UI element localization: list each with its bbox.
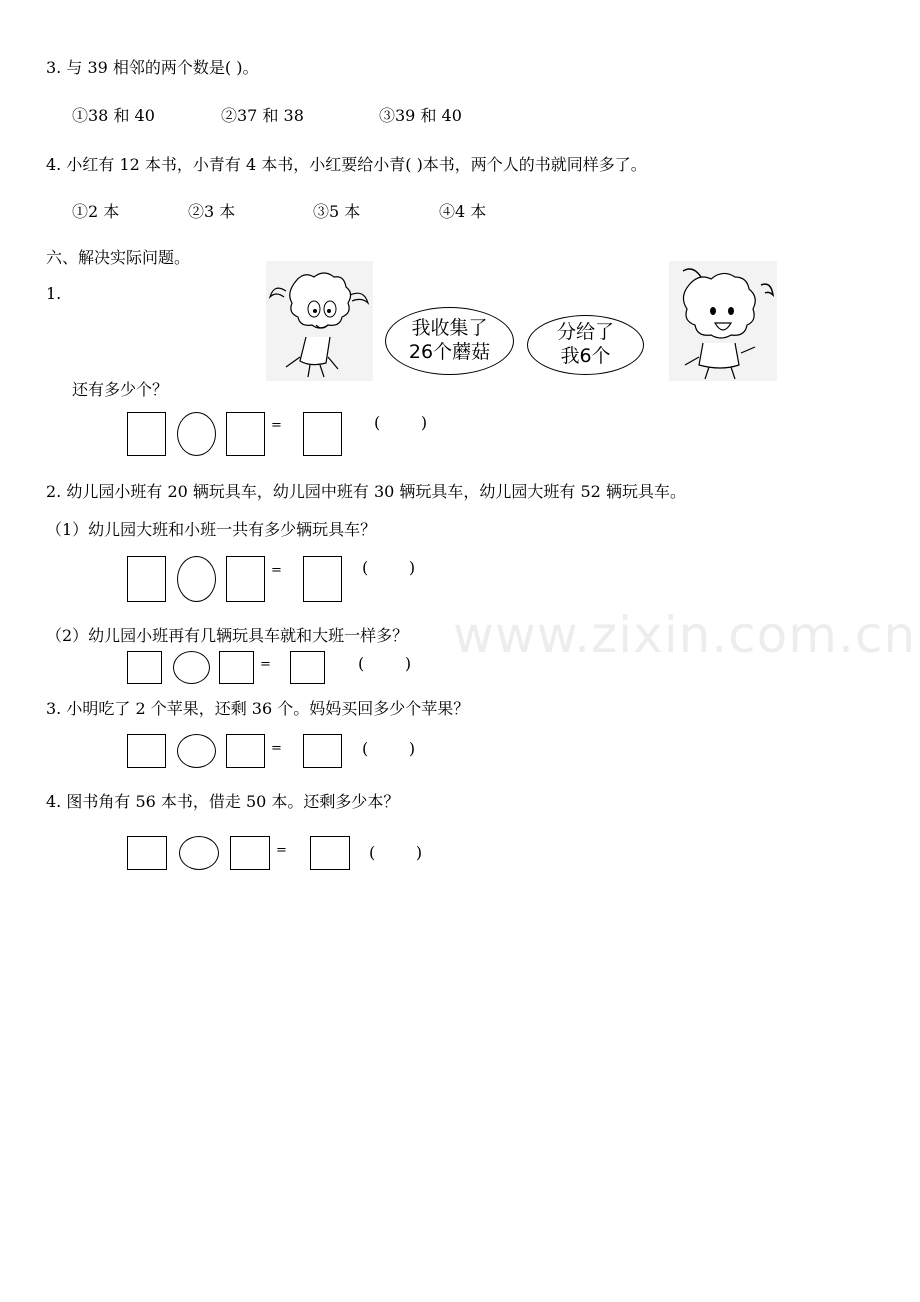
answer-box-operand-2[interactable] — [219, 651, 254, 684]
unit-parentheses[interactable]: ( ) — [374, 413, 428, 432]
operator-circle[interactable] — [177, 412, 216, 456]
q4-option-4: ④4 本 — [439, 202, 487, 221]
problem-2-sub-2: （2）幼儿园小班再有几辆玩具车就和大班一样多？ — [46, 626, 409, 645]
answer-box-operand-2[interactable] — [226, 734, 265, 768]
operator-circle[interactable] — [177, 734, 216, 768]
q4-option-3: ③5 本 — [313, 202, 361, 221]
answer-box-operand-2[interactable] — [226, 412, 265, 456]
equals-sign: = — [271, 563, 282, 578]
problem-2-stem: 2. 幼儿园小班有 20 辆玩具车，幼儿园中班有 30 辆玩具车，幼儿园大班有 52 辆玩具车。 — [46, 482, 686, 501]
q4-option-1: ①2 本 — [72, 202, 120, 221]
answer-box-result[interactable] — [303, 734, 342, 768]
q3-option-1: ①38 和 40 — [72, 106, 155, 125]
answer-box-operand-1[interactable] — [127, 412, 166, 456]
answer-box-operand-1[interactable] — [127, 651, 162, 684]
unit-parentheses[interactable]: ( ) — [362, 558, 416, 577]
problem-1-question: 还有多少个？ — [72, 380, 169, 399]
problem-3-stem: 3. 小明吃了 2 个苹果，还剩 36 个。妈妈买回多少个苹果？ — [46, 699, 470, 718]
sheep-cartoon-icon — [669, 261, 777, 381]
answer-box-operand-1[interactable] — [127, 734, 166, 768]
problem-1-number: 1. — [46, 284, 62, 303]
answer-box-result[interactable] — [303, 412, 342, 456]
unit-parentheses[interactable]: ( ) — [369, 843, 423, 862]
operator-circle[interactable] — [177, 556, 216, 602]
equals-sign: = — [271, 741, 282, 756]
bubble-right-line-1: 分给了 — [556, 321, 614, 343]
problem-2-sub-1: （1）幼儿园大班和小班一共有多少辆玩具车？ — [46, 520, 377, 539]
answer-box-result[interactable] — [310, 836, 350, 870]
question-3-stem: 3. 与 39 相邻的两个数是( )。 — [46, 58, 259, 77]
sheep-cartoon-icon — [266, 261, 373, 381]
equals-sign: = — [271, 418, 282, 433]
q3-option-2: ②37 和 38 — [221, 106, 304, 125]
equals-sign: = — [276, 843, 287, 858]
answer-box-result[interactable] — [303, 556, 342, 602]
watermark: www.zixin.com.cn — [453, 606, 917, 664]
operator-circle[interactable] — [173, 651, 210, 684]
unit-parentheses[interactable]: ( ) — [362, 739, 416, 758]
problem-4-stem: 4. 图书角有 56 本书，借走 50 本。还剩多少本？ — [46, 792, 400, 811]
question-4-stem: 4. 小红有 12 本书，小青有 4 本书，小红要给小青( )本书，两个人的书就同样多了。 — [46, 155, 647, 174]
equals-sign: = — [260, 657, 271, 672]
answer-box-operand-1[interactable] — [127, 836, 167, 870]
answer-box-result[interactable] — [290, 651, 325, 684]
speech-bubble-left — [385, 307, 514, 375]
bubble-left-line-1: 我收集了 — [411, 317, 488, 339]
answer-box-operand-1[interactable] — [127, 556, 166, 602]
bubble-right-line-2: 我6个 — [560, 345, 611, 367]
section-6-title: 六、解决实际问题。 — [46, 248, 191, 267]
bubble-left-line-2: 26个蘑菇 — [408, 341, 491, 363]
answer-box-operand-2[interactable] — [230, 836, 270, 870]
operator-circle[interactable] — [179, 836, 219, 870]
q3-option-3: ③39 和 40 — [379, 106, 462, 125]
answer-box-operand-2[interactable] — [226, 556, 265, 602]
speech-bubble-right — [527, 315, 644, 375]
q4-option-2: ②3 本 — [188, 202, 236, 221]
unit-parentheses[interactable]: ( ) — [358, 654, 412, 673]
